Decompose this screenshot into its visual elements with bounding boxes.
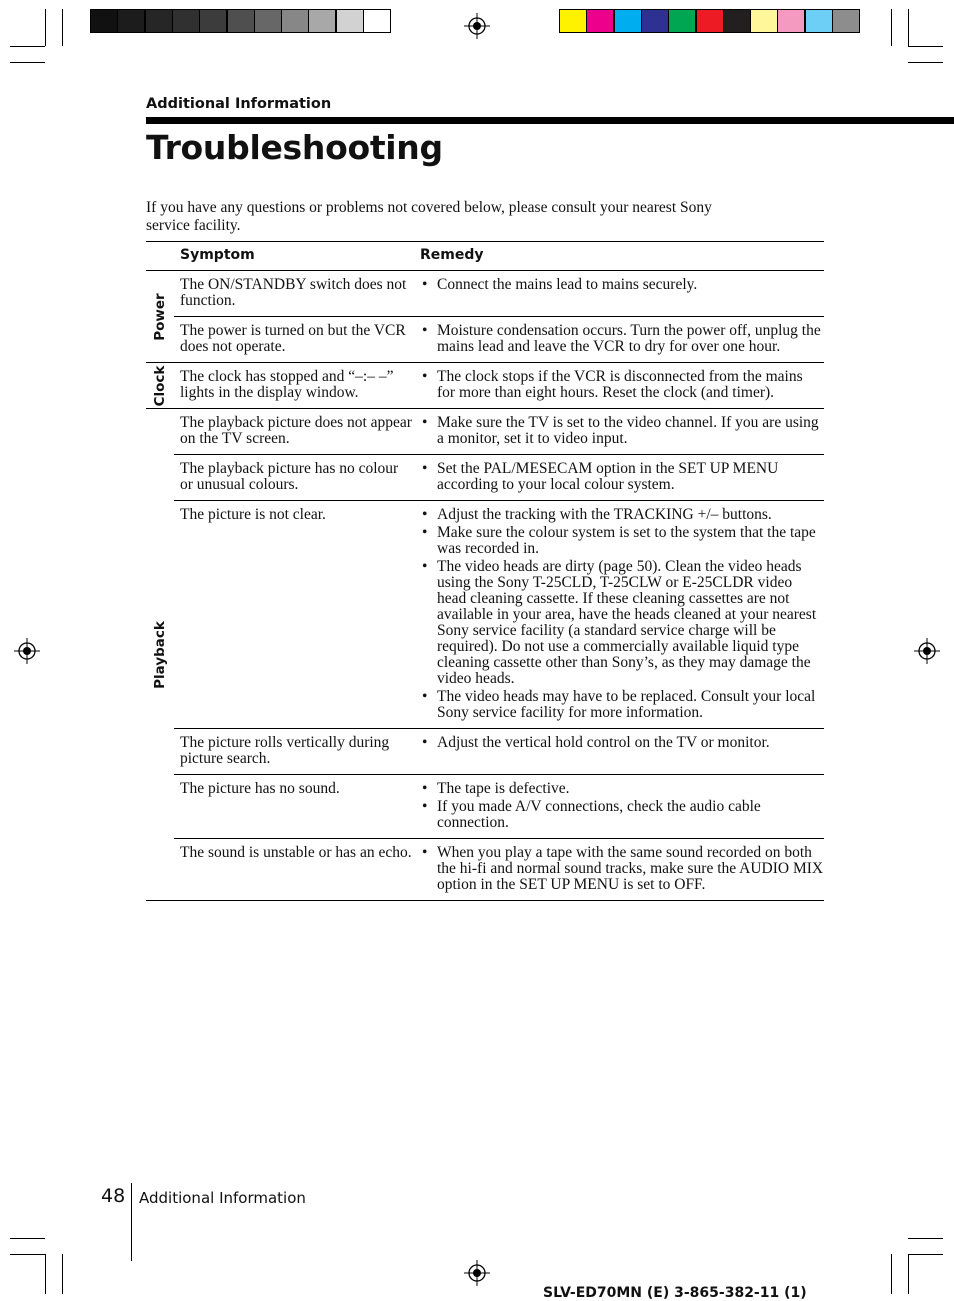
color-swatch bbox=[723, 9, 751, 33]
remedy-cell bbox=[414, 845, 824, 893]
crop-mark bbox=[62, 1254, 63, 1294]
symptom-cell: The ON/STANDBY switch does not function. bbox=[180, 276, 407, 309]
crop-mark bbox=[891, 1254, 892, 1294]
crop-mark bbox=[10, 1238, 45, 1239]
remedy-list bbox=[420, 735, 824, 751]
gray-swatch bbox=[145, 9, 173, 33]
table-row bbox=[174, 363, 824, 408]
remedy-list bbox=[420, 781, 824, 831]
group-label: Clock bbox=[152, 365, 168, 406]
remedy-cell bbox=[414, 415, 824, 447]
crop-mark bbox=[908, 62, 943, 63]
column-header-symptom: Symptom bbox=[180, 247, 255, 263]
crop-mark bbox=[62, 9, 63, 46]
gray-swatch bbox=[172, 9, 200, 33]
remedy-item: • The video heads are dirty (page 50). Clean the video heads using the Sony T-25CLD, T-25CLW or E-25CLDR video head cleaning cassette. If these cleaning cassettes are not available in your area, have the heads cleaned at your nearest Sony service facility (a standard service charge will be required). Do not use a commercially available liquid type cleaning cassette other than Sony’s, as they may damage the video heads. bbox=[420, 559, 824, 687]
remedy-item: • The video heads may have to be replaced. Consult your local Sony service facility for more information. bbox=[420, 689, 824, 721]
remedy-list bbox=[420, 845, 824, 893]
remedy-item: • Make sure the colour system is set to the system that the tape was recorded in. bbox=[420, 525, 824, 557]
gray-swatch bbox=[90, 9, 118, 33]
symptom-cell: The picture rolls vertically during picture search. bbox=[180, 734, 390, 767]
table-header bbox=[146, 242, 824, 271]
crop-mark bbox=[908, 1238, 943, 1239]
remedy-cell bbox=[414, 507, 824, 721]
remedy-list bbox=[420, 277, 824, 293]
group-label-cell bbox=[146, 409, 174, 900]
symptom-cell: The picture has no sound. bbox=[180, 780, 340, 797]
model-code: SLV-ED70MN (E) 3-865-382-11 (1) bbox=[543, 1285, 807, 1301]
table-row bbox=[174, 271, 824, 316]
remedy-cell bbox=[414, 323, 824, 355]
symptom-cell: The power is turned on but the VCR does not operate. bbox=[180, 322, 406, 355]
registration-mark-icon bbox=[14, 638, 40, 664]
table-row bbox=[174, 409, 824, 454]
remedy-cell bbox=[414, 781, 824, 831]
color-swatch bbox=[832, 9, 860, 33]
color-swatch bbox=[805, 9, 833, 33]
page-title: Troubleshooting bbox=[146, 128, 443, 167]
table-group-playback bbox=[146, 409, 824, 901]
group-label: Power bbox=[152, 292, 168, 341]
remedy-item: • Connect the mains lead to mains securely. bbox=[420, 277, 824, 293]
remedy-item: • The tape is defective. bbox=[420, 781, 824, 797]
registration-mark-icon bbox=[464, 1260, 490, 1286]
gray-swatch bbox=[281, 9, 309, 33]
group-label-cell bbox=[146, 271, 174, 362]
group-label: Playback bbox=[152, 620, 168, 689]
gray-swatch bbox=[363, 9, 391, 33]
color-swatch bbox=[641, 9, 669, 33]
color-swatch bbox=[696, 9, 724, 33]
color-swatch bbox=[586, 9, 614, 33]
table-row bbox=[174, 316, 824, 362]
crop-mark bbox=[908, 1254, 943, 1255]
table-row bbox=[174, 500, 824, 728]
footer-section: Additional Information bbox=[139, 1189, 306, 1207]
color-swatch bbox=[750, 9, 778, 33]
remedy-item: • Adjust the vertical hold control on the TV or monitor. bbox=[420, 735, 824, 751]
crop-mark bbox=[10, 1254, 45, 1255]
table-row bbox=[174, 838, 824, 900]
remedy-item: • The clock stops if the VCR is disconnected from the mains for more than eight hours. Reset the clock (and timer). bbox=[420, 369, 824, 401]
gray-swatch bbox=[308, 9, 336, 33]
remedy-list bbox=[420, 461, 824, 493]
table-row bbox=[174, 728, 824, 774]
crop-mark bbox=[908, 9, 909, 46]
page-number: 48 bbox=[101, 1185, 126, 1207]
remedy-item: • Set the PAL/MESECAM option in the SET UP MENU according to your local colour system. bbox=[420, 461, 824, 493]
table-row bbox=[174, 774, 824, 838]
remedy-item: • If you made A/V connections, check the audio cable connection. bbox=[420, 799, 824, 831]
crop-mark bbox=[45, 1254, 46, 1294]
color-swatch bbox=[614, 9, 642, 33]
gray-swatch bbox=[227, 9, 255, 33]
remedy-list bbox=[420, 369, 824, 401]
remedy-item: • Moisture condensation occurs. Turn the power off, unplug the mains lead and leave the VCR to dry for over one hour. bbox=[420, 323, 824, 355]
registration-mark-icon bbox=[914, 638, 940, 664]
symptom-cell: The playback picture has no colour or unusual colours. bbox=[180, 460, 399, 493]
table-group-clock bbox=[146, 363, 824, 409]
intro-text: If you have any questions or problems not covered below, please consult your nearest Sony service facility. bbox=[146, 199, 712, 234]
table-row bbox=[174, 454, 824, 500]
section-header: Additional Information bbox=[146, 96, 332, 112]
column-header-remedy: Remedy bbox=[420, 247, 484, 263]
crop-mark bbox=[45, 9, 46, 46]
color-swatch bbox=[668, 9, 696, 33]
crop-mark bbox=[10, 46, 45, 47]
remedy-item: • Adjust the tracking with the TRACKING +/– buttons. bbox=[420, 507, 824, 523]
header-rule bbox=[146, 117, 954, 124]
crop-mark bbox=[908, 46, 943, 47]
remedy-cell bbox=[414, 735, 824, 767]
gray-swatch bbox=[199, 9, 227, 33]
symptom-cell: The playback picture does not appear on the TV screen. bbox=[180, 414, 412, 447]
remedy-item: • Make sure the TV is set to the video channel. If you are using a monitor, set it to video input. bbox=[420, 415, 824, 447]
remedy-cell bbox=[414, 369, 824, 401]
remedy-item: • When you play a tape with the same sound recorded on both the hi-fi and normal sound tracks, make sure the AUDIO MIX option in the SET UP MENU is set to OFF. bbox=[420, 845, 824, 893]
remedy-cell bbox=[414, 461, 824, 493]
gray-swatch bbox=[117, 9, 145, 33]
remedy-list bbox=[420, 507, 824, 721]
remedy-list bbox=[420, 323, 824, 355]
footer-divider bbox=[131, 1183, 132, 1261]
table-body bbox=[146, 271, 824, 901]
symptom-cell: The clock has stopped and “–:– –” lights in the display window. bbox=[180, 368, 394, 401]
crop-mark bbox=[10, 62, 45, 63]
remedy-list bbox=[420, 415, 824, 447]
symptom-cell: The sound is unstable or has an echo. bbox=[180, 844, 412, 861]
color-swatch bbox=[777, 9, 805, 33]
symptom-cell: The picture is not clear. bbox=[180, 506, 326, 523]
remedy-cell bbox=[414, 277, 824, 309]
group-label-cell bbox=[146, 363, 174, 408]
crop-mark bbox=[908, 1254, 909, 1294]
registration-mark-icon bbox=[464, 13, 490, 39]
troubleshooting-table bbox=[146, 241, 824, 901]
table-group-power bbox=[146, 271, 824, 363]
gray-swatch bbox=[254, 9, 282, 33]
gray-swatch bbox=[336, 9, 364, 33]
crop-mark bbox=[891, 9, 892, 46]
color-swatch bbox=[559, 9, 587, 33]
